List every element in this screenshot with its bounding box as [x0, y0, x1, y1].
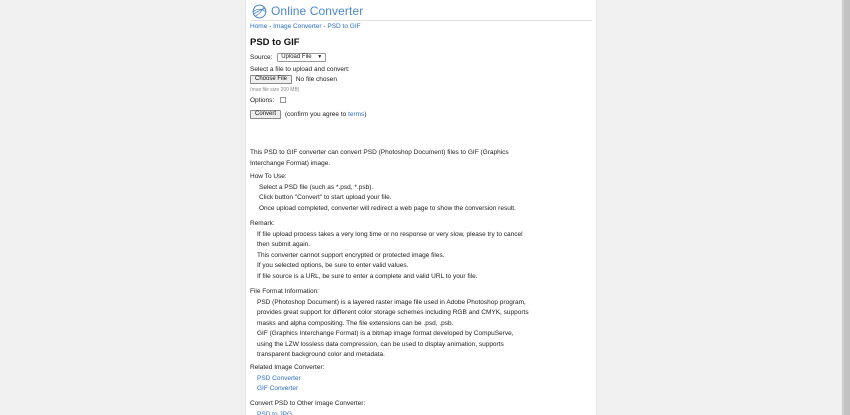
other-converter-link[interactable]: PSD to JPG	[257, 410, 293, 415]
site-name: Online Converter	[271, 4, 364, 18]
breadcrumb	[250, 23, 361, 30]
how-to-step: Select a PSD file (such as *.psd, *.psb).	[259, 183, 374, 191]
options-label: Options:	[250, 97, 275, 104]
file-format-item: GIF (Graphics Interchange Format) is a bitmap image format developed by CompuServe, using the LZW lossless data compression, can be used to display animation, supports transparent background color and metadata.	[257, 330, 514, 358]
how-to-section	[250, 172, 530, 214]
header-divider	[250, 20, 592, 21]
options-checkbox[interactable]	[280, 97, 286, 103]
scrollbar-thumb[interactable]	[844, 0, 850, 415]
confirm-text: (confirm you agree to	[284, 111, 347, 119]
source-selected-value: Upload File	[281, 54, 312, 60]
page-title: PSD to GIF	[250, 37, 300, 48]
remark-item: This converter cannot support encrypted or protected image files.	[257, 251, 445, 259]
terms-link[interactable]: terms	[348, 111, 365, 119]
breadcrumb-current-link[interactable]: PSD to GIF	[327, 23, 361, 30]
page-content	[245, 0, 597, 415]
related-title: Related Image Converter:	[250, 364, 325, 371]
remark-item: If you selected options, be sure to enter valid values.	[257, 262, 409, 269]
remark-item: If file source is a URL, be sure to enter a complete and valid URL to your file.	[257, 272, 478, 280]
how-to-step: Once upload completed, converter will redirect a web page to show the conversion result.	[259, 204, 516, 212]
site-logo[interactable]	[252, 3, 363, 19]
options-row	[250, 97, 286, 104]
file-format-section	[250, 287, 530, 361]
upload-prompt: Select a file to upload and convert:	[250, 66, 350, 73]
breadcrumb-separator: -	[269, 23, 272, 30]
remark-item: If file upload process takes a very long time or no response or very slow, please try to cancel then submit again.	[257, 230, 523, 248]
chevron-down-icon: ▼	[317, 54, 323, 60]
remark-title: Remark:	[250, 220, 275, 227]
file-status-text: No file chosen	[295, 76, 338, 84]
related-link[interactable]: GIF Converter	[257, 385, 299, 392]
convert-button[interactable]: Convert	[250, 110, 281, 119]
remark-section	[250, 219, 530, 282]
intro-paragraph: This PSD to GIF converter can convert PSD (Photoshop Document) files to GIF (Graphics Interchange Format) image.	[250, 149, 509, 167]
choose-file-button[interactable]: Choose File	[250, 75, 292, 84]
convert-row	[250, 110, 366, 119]
scrollbar[interactable]	[842, 0, 850, 415]
file-format-item: PSD (Photoshop Document) is a layered raster image file used in Adobe Photoshop program, provides great support for different color storage schemes including RGB and CMYK, supports masks and alpha compositing. The file extensions can be .psd, .psb.	[257, 298, 529, 327]
other-converters-section	[250, 399, 530, 415]
breadcrumb-separator: -	[323, 23, 326, 30]
source-select[interactable]	[277, 53, 326, 62]
confirm-suffix: )	[364, 111, 367, 119]
related-section	[250, 363, 530, 395]
how-to-title: How To Use:	[250, 173, 287, 180]
source-label: Source:	[250, 54, 273, 62]
file-input-row	[250, 75, 337, 84]
other-converters-title: Convert PSD to Other Image Converter:	[250, 400, 366, 407]
source-row	[250, 53, 326, 62]
file-format-title: File Format Information:	[250, 288, 319, 295]
breadcrumb-image-converter-link[interactable]: Image Converter	[273, 23, 322, 30]
how-to-step: Click button "Convert" to start upload your file.	[259, 194, 392, 201]
max-file-size-note: (max file size 200 MB)	[250, 87, 300, 93]
globe-icon	[252, 4, 267, 19]
breadcrumb-home-link[interactable]: Home	[250, 23, 268, 30]
related-link[interactable]: PSD Converter	[257, 374, 301, 382]
